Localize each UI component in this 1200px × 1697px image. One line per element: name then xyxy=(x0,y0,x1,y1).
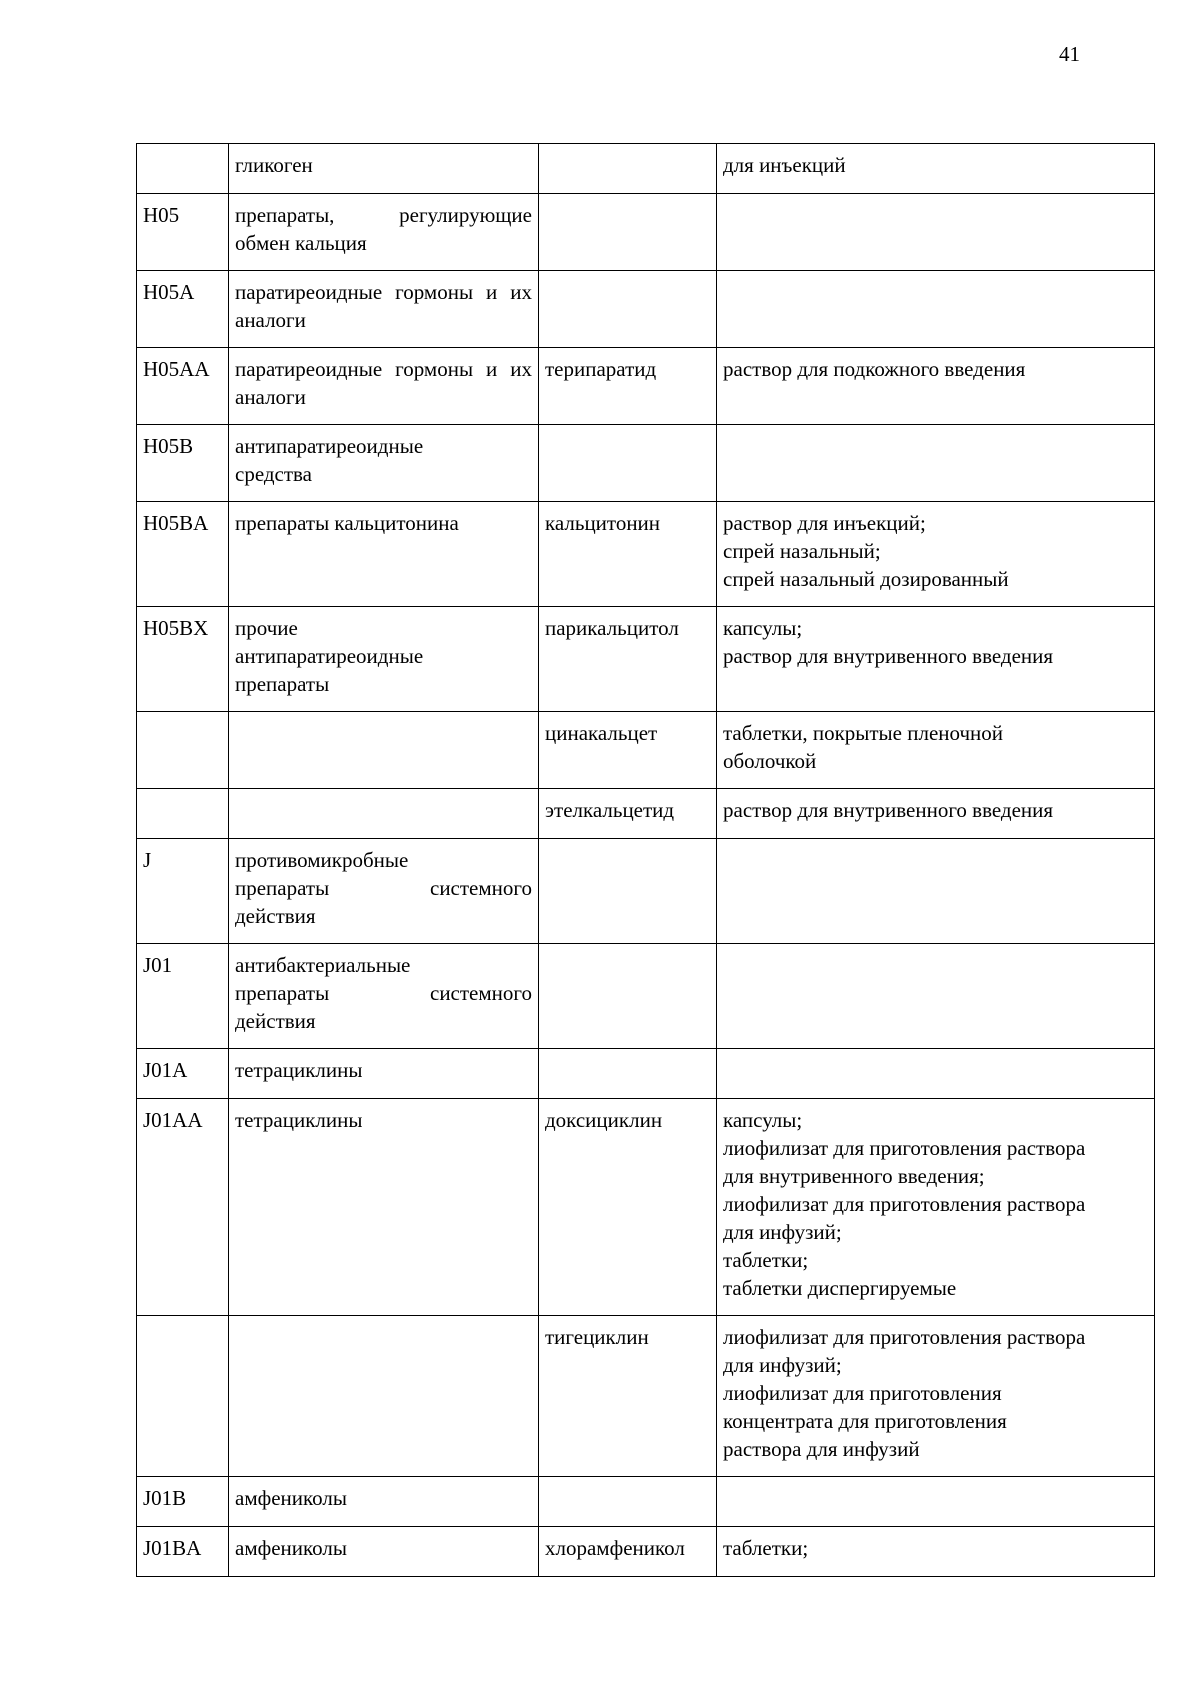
substance-cell: терипаратид xyxy=(539,348,717,425)
table-row xyxy=(137,1477,1155,1527)
table-row xyxy=(137,425,1155,502)
substance-cell xyxy=(539,839,717,944)
substance-cell xyxy=(539,944,717,1049)
pharmacological-group-cell xyxy=(229,944,539,1049)
table-row xyxy=(137,1316,1155,1477)
table-row xyxy=(137,1099,1155,1316)
pharmacological-group-cell: тетрациклины xyxy=(229,1049,539,1099)
pharmacological-group-cell: амфениколы xyxy=(229,1477,539,1527)
substance-cell: кальцитонин xyxy=(539,502,717,607)
atc-code-cell: H05BA xyxy=(137,502,229,607)
table-row xyxy=(137,502,1155,607)
dosage-form-cell: раствор для инъекций; спрей назальный; спрей назальный дозированный xyxy=(717,502,1155,607)
atc-code-cell: H05AA xyxy=(137,348,229,425)
dosage-form-cell: раствор для подкожного введения xyxy=(717,348,1155,425)
table-row xyxy=(137,944,1155,1049)
substance-cell xyxy=(539,271,717,348)
group-line: противомикробные xyxy=(235,848,409,872)
pharmacological-group-cell xyxy=(229,712,539,789)
dosage-form-cell xyxy=(717,271,1155,348)
table-row xyxy=(137,607,1155,712)
substance-cell: доксициклин xyxy=(539,1099,717,1316)
substance-cell: этелкальцетид xyxy=(539,789,717,839)
table-row xyxy=(137,271,1155,348)
atc-code-cell: H05B xyxy=(137,425,229,502)
table-row xyxy=(137,712,1155,789)
table-row xyxy=(137,1049,1155,1099)
dosage-form-cell xyxy=(717,1477,1155,1527)
dosage-form-cell: для инъекций xyxy=(717,144,1155,194)
atc-code-cell: J01A xyxy=(137,1049,229,1099)
atc-code-cell: J01B xyxy=(137,1477,229,1527)
group-line: антибактериальные xyxy=(235,953,411,977)
atc-code-cell: J01AA xyxy=(137,1099,229,1316)
dosage-form-cell xyxy=(717,839,1155,944)
dosage-form-cell: лиофилизат для приготовления раствора для инфузий; лиофилизат для приготовления концентрата для приготовления раствора для инфузий xyxy=(717,1316,1155,1477)
atc-code-cell xyxy=(137,1316,229,1477)
atc-code-cell xyxy=(137,712,229,789)
dosage-form-cell xyxy=(717,944,1155,1049)
group-line: действия xyxy=(235,1009,316,1033)
substance-cell xyxy=(539,1049,717,1099)
substance-cell xyxy=(539,425,717,502)
pharmacological-group-cell: препараты кальцитонина xyxy=(229,502,539,607)
dosage-form-cell: капсулы; раствор для внутривенного введения xyxy=(717,607,1155,712)
substance-cell xyxy=(539,1477,717,1527)
table-row xyxy=(137,144,1155,194)
substance-cell: хлорамфеникол xyxy=(539,1527,717,1577)
dosage-form-cell: раствор для внутривенного введения xyxy=(717,789,1155,839)
pharmacological-group-cell: антипаратиреоидные средства xyxy=(229,425,539,502)
table-row xyxy=(137,789,1155,839)
atc-code-cell: H05 xyxy=(137,194,229,271)
dosage-form-cell xyxy=(717,425,1155,502)
pharmacological-group-cell: паратиреоидные гормоны и их аналоги xyxy=(229,271,539,348)
pharmacological-group-cell: паратиреоидные гормоны и их аналоги xyxy=(229,348,539,425)
atc-code-cell: J01 xyxy=(137,944,229,1049)
table-row xyxy=(137,1527,1155,1577)
atc-code-cell xyxy=(137,789,229,839)
substance-cell: парикальцитол xyxy=(539,607,717,712)
atc-code-cell: H05BX xyxy=(137,607,229,712)
pharmacological-group-cell xyxy=(229,839,539,944)
pharmacological-group-cell: прочие антипаратиреоидные препараты xyxy=(229,607,539,712)
atc-code-cell: J xyxy=(137,839,229,944)
atc-code-cell xyxy=(137,144,229,194)
group-line: препараты системного xyxy=(235,876,532,900)
pharmacological-group-cell xyxy=(229,1316,539,1477)
substance-cell xyxy=(539,194,717,271)
table-row xyxy=(137,194,1155,271)
table-row xyxy=(137,839,1155,944)
pharmacological-group-cell: амфениколы xyxy=(229,1527,539,1577)
atc-code-cell: J01BA xyxy=(137,1527,229,1577)
drug-table xyxy=(136,143,1155,1577)
pharmacological-group-cell: препараты, регулирующие обмен кальция xyxy=(229,194,539,271)
substance-cell: цинакальцет xyxy=(539,712,717,789)
dosage-form-cell xyxy=(717,194,1155,271)
pharmacological-group-cell xyxy=(229,789,539,839)
dosage-form-cell: капсулы; лиофилизат для приготовления раствора для внутривенного введения; лиофилизат для приготовления раствора для инфузий; таблетки; таблетки диспергируемые xyxy=(717,1099,1155,1316)
substance-cell xyxy=(539,144,717,194)
pharmacological-group-cell: гликоген xyxy=(229,144,539,194)
dosage-form-cell: таблетки; xyxy=(717,1527,1155,1577)
pharmacological-group-cell: тетрациклины xyxy=(229,1099,539,1316)
group-line: действия xyxy=(235,904,316,928)
group-line: препараты системного xyxy=(235,981,532,1005)
dosage-form-cell xyxy=(717,1049,1155,1099)
dosage-form-cell: таблетки, покрытые пленочной оболочкой xyxy=(717,712,1155,789)
substance-cell: тигециклин xyxy=(539,1316,717,1477)
page-number: 41 xyxy=(1059,42,1080,66)
atc-code-cell: H05A xyxy=(137,271,229,348)
table-row xyxy=(137,348,1155,425)
